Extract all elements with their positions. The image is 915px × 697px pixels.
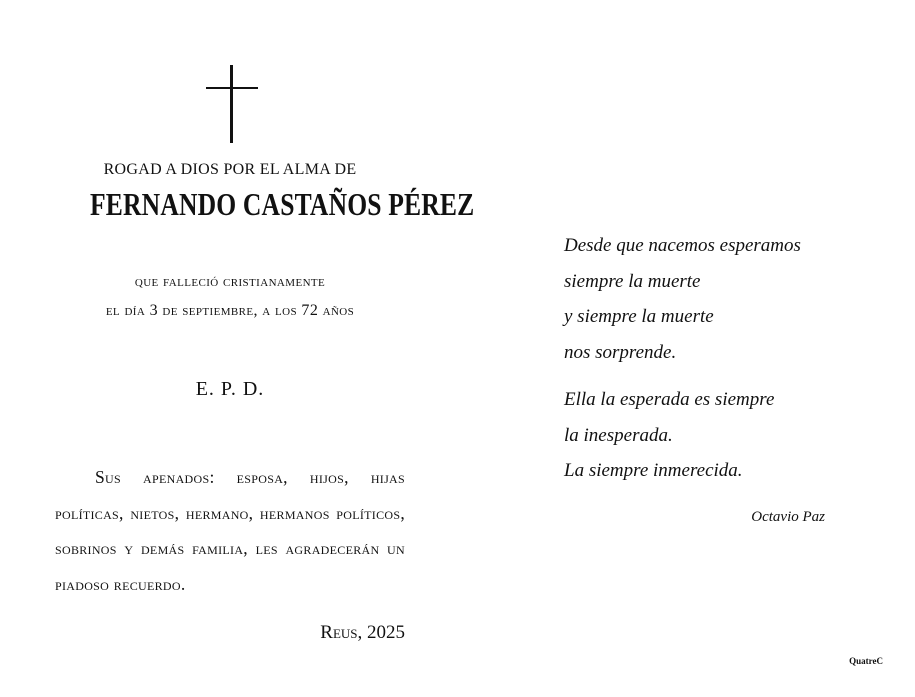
poem-line: nos sorprende. <box>564 341 677 363</box>
place-date: Reus, 2025 <box>320 622 405 643</box>
poem-line: y siempre la muerte <box>564 306 714 327</box>
publisher-mark: QuatreC <box>849 656 883 666</box>
cross-horizontal-bar <box>206 87 258 89</box>
cross-icon <box>206 65 258 143</box>
poem-stanza-2 <box>564 386 864 493</box>
rip-text: E. P. D. <box>195 378 265 400</box>
prayer-text: ROGAD A DIOS POR EL ALMA DE <box>103 161 357 178</box>
poem-line: siempre la muerte <box>564 270 701 292</box>
cross-vertical-bar <box>230 65 233 143</box>
poem-author: Octavio Paz <box>751 509 825 525</box>
death-line-2: el día 3 de septiembre, a los 72 años <box>105 302 355 319</box>
death-line-1: que falleció cristianamente <box>134 273 326 290</box>
poem-stanza-1 <box>564 232 864 374</box>
poem-line: la inesperada. <box>564 424 673 446</box>
poem <box>564 232 864 493</box>
poem-line: Ella la esperada es siempre <box>564 389 775 410</box>
mourners-paragraph: Sus apenados: esposa, hijos, hijas políticas, nietos, hermano, hermanos políticos, sobrinos y demás familia, les agradecerán un piadoso recuerdo. <box>55 467 405 594</box>
poem-line: La siempre inmerecida. <box>564 460 743 481</box>
poem-line: Desde que nacemos esperamos <box>564 235 801 256</box>
deceased-name: FERNANDO CASTAÑOS PÉREZ <box>90 186 475 222</box>
